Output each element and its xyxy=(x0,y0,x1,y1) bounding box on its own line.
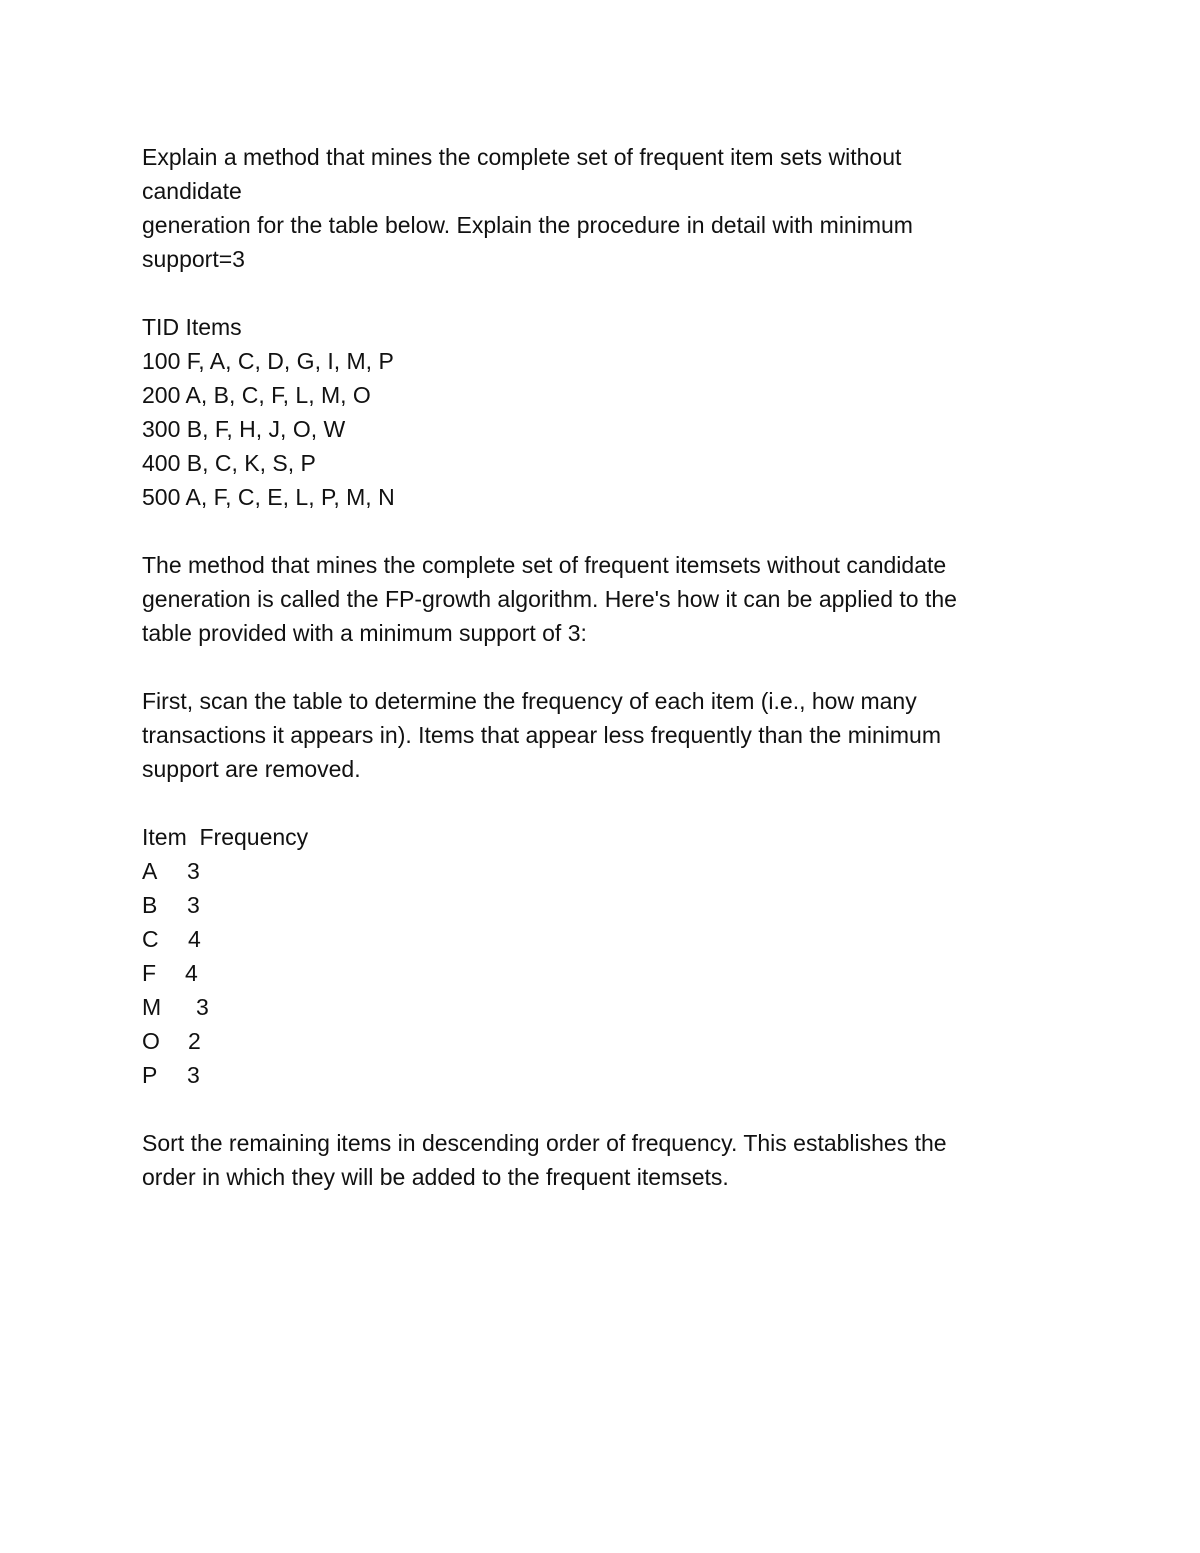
spacer xyxy=(142,514,1042,548)
answer-intro-line: generation is called the FP-growth algorithm. Here's how it can be applied to the xyxy=(142,586,957,612)
frequency-value: 3 xyxy=(187,858,200,884)
question-line: generation for the table below. Explain the procedure in detail with minimum xyxy=(142,212,913,238)
frequency-table xyxy=(142,820,1042,1092)
frequency-row xyxy=(142,1024,1042,1058)
frequency-row xyxy=(142,854,1042,888)
frequency-value: 3 xyxy=(187,892,200,918)
frequency-row xyxy=(142,990,1042,1024)
step1-paragraph xyxy=(142,684,1042,786)
step1-line: First, scan the table to determine the frequency of each item (i.e., how many xyxy=(142,688,917,714)
frequency-item: B xyxy=(142,892,158,918)
frequency-row xyxy=(142,888,1042,922)
transaction-row: 400 B, C, K, S, P xyxy=(142,450,316,476)
question-paragraph xyxy=(142,140,1042,276)
frequency-item: F xyxy=(142,960,157,986)
transaction-row: 500 A, F, C, E, L, P, M, N xyxy=(142,484,395,510)
transaction-table xyxy=(142,310,1042,514)
frequency-row xyxy=(142,1058,1042,1092)
frequency-item: C xyxy=(142,926,159,952)
answer-intro-paragraph xyxy=(142,548,1042,650)
frequency-item: O xyxy=(142,1028,160,1054)
frequency-item: A xyxy=(142,858,158,884)
step1-line: transactions it appears in). Items that appear less frequently than the minimum xyxy=(142,722,942,748)
question-line: candidate xyxy=(142,178,242,204)
frequency-value: 3 xyxy=(187,1062,200,1088)
frequency-row xyxy=(142,956,1042,990)
answer-intro-line: table provided with a minimum support of 3: xyxy=(142,620,587,646)
question-line: support=3 xyxy=(142,246,245,272)
frequency-table-header: Item Frequency xyxy=(142,824,309,850)
transaction-row: 200 A, B, C, F, L, M, O xyxy=(142,382,371,408)
step2-line: order in which they will be added to the frequent itemsets. xyxy=(142,1164,729,1190)
question-line: Explain a method that mines the complete set of frequent item sets without xyxy=(142,144,902,170)
spacer xyxy=(142,650,1042,684)
frequency-value: 4 xyxy=(188,926,201,952)
step2-paragraph xyxy=(142,1126,1042,1194)
frequency-item: P xyxy=(142,1062,158,1088)
transaction-table-header: TID Items xyxy=(142,314,242,340)
transaction-row: 300 B, F, H, J, O, W xyxy=(142,416,346,442)
frequency-value: 2 xyxy=(188,1028,201,1054)
spacer xyxy=(142,1092,1042,1126)
spacer xyxy=(142,786,1042,820)
document-body xyxy=(142,140,1042,1194)
transaction-row: 100 F, A, C, D, G, I, M, P xyxy=(142,348,394,374)
spacer xyxy=(142,276,1042,310)
answer-intro-line: The method that mines the complete set of frequent itemsets without candidate xyxy=(142,552,947,578)
step1-line: support are removed. xyxy=(142,756,361,782)
frequency-item: M xyxy=(142,994,162,1020)
frequency-value: 3 xyxy=(196,994,209,1020)
frequency-value: 4 xyxy=(185,960,198,986)
frequency-row xyxy=(142,922,1042,956)
step2-line: Sort the remaining items in descending order of frequency. This establishes the xyxy=(142,1130,947,1156)
